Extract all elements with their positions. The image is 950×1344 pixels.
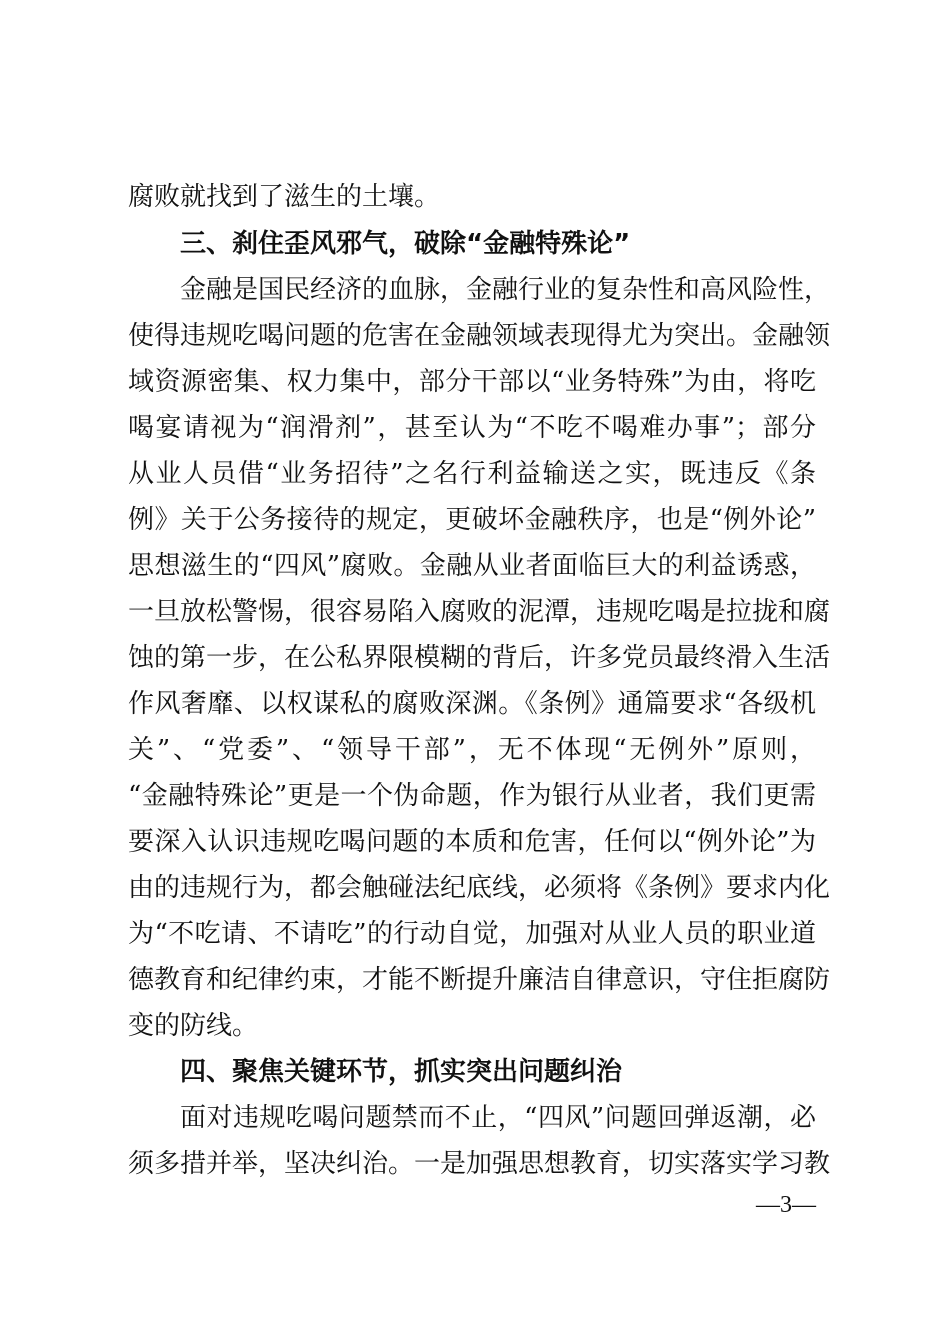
paragraph-line: 一旦放松警惕，很容易陷入腐败的泥潭，违规吃喝是拉拢和腐 (128, 597, 831, 627)
section-heading: 三、刹住歪风邪气，破除“金融特殊论” (180, 229, 631, 259)
paragraph-line: 蚀的第一步，在公私界限模糊的背后，许多党员最终滑入生活 (128, 643, 831, 673)
paragraph-line: 腐败就找到了滋生的土壤。 (128, 182, 441, 212)
paragraph-line: 要深入认识违规吃喝问题的本质和危害，任何以“例外论”为 (128, 827, 816, 857)
paragraph-line: 金融是国民经济的血脉，金融行业的复杂性和高风险性， (180, 275, 831, 305)
paragraph-line: 从业人员借“业务招待”之名行利益输送之实，既违反《条 (128, 459, 816, 489)
page-number: —3— (756, 1192, 816, 1218)
paragraph-line: 作风奢靡、以权谋私的腐败深渊。《条例》通篇要求“各级机 (128, 689, 816, 719)
section-heading: 四、聚焦关键环节，抓实突出问题纠治 (180, 1057, 623, 1087)
paragraph-line: 使得违规吃喝问题的危害在金融领域表现得尤为突出。金融领 (128, 321, 831, 351)
paragraph-line: “金融特殊论”更是一个伪命题，作为银行从业者，我们更需 (128, 781, 816, 811)
paragraph-line: 例》关于公务接待的规定，更破坏金融秩序，也是“例外论” (128, 505, 816, 535)
paragraph-line: 面对违规吃喝问题禁而不止，“四风”问题回弹返潮，必 (180, 1103, 816, 1133)
paragraph-line: 喝宴请视为“润滑剂”，甚至认为“不吃不喝难办事”；部分 (128, 413, 816, 443)
paragraph-line: 关”、“党委”、“领导干部”，无不体现“无例外”原则， (128, 735, 816, 765)
paragraph-line: 德教育和纪律约束，才能不断提升廉洁自律意识，守住拒腐防 (128, 965, 831, 995)
paragraph-line: 须多措并举，坚决纠治。一是加强思想教育，切实落实学习教 (128, 1149, 831, 1179)
paragraph-line: 为“不吃请、不请吃”的行动自觉，加强对从业人员的职业道 (128, 919, 816, 949)
paragraph-line: 域资源密集、权力集中，部分干部以“业务特殊”为由，将吃 (128, 367, 816, 397)
paragraph-line: 思想滋生的“四风”腐败。金融从业者面临巨大的利益诱惑， (128, 551, 816, 581)
paragraph-line: 变的防线。 (128, 1011, 259, 1041)
paragraph-line: 由的违规行为，都会触碰法纪底线，必须将《条例》要求内化 (128, 873, 831, 903)
